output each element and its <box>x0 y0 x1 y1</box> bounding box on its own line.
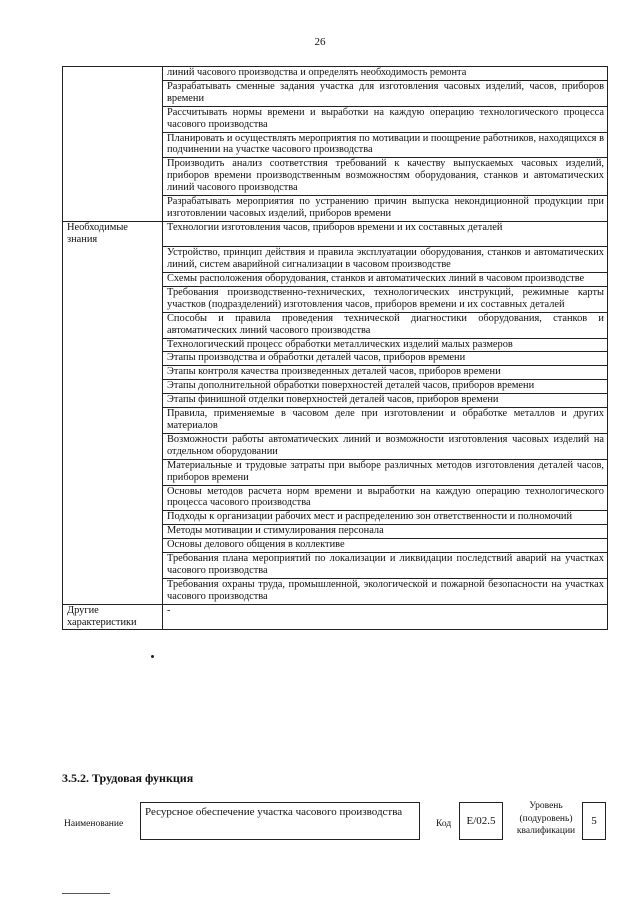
name-label: Наименование <box>64 819 124 829</box>
row-text-cell: Этапы контроля качества произведенных деталей часов, приборов времени <box>163 366 608 380</box>
row-category-label: Другие характеристики <box>67 604 137 628</box>
table-row <box>63 312 608 338</box>
table-row <box>63 511 608 525</box>
row-text-cell: Планировать и осуществлять мероприятия по мотивации и поощрение работников, находящихся в подчинении на участке часового производства <box>163 132 608 158</box>
table-row <box>63 273 608 287</box>
row-text-cell: Производить анализ соответствия требований к качеству выпускаемых часовых изделий, приборов времени производственным возможностям оборудования, станков и автоматических линий часового производства <box>163 158 608 196</box>
table-row <box>63 286 608 312</box>
labor-function-header <box>62 802 608 850</box>
row-category-cell <box>63 394 163 408</box>
row-category-cell <box>63 511 163 525</box>
table-row <box>63 539 608 553</box>
row-text-cell: Разрабатывать сменные задания участка для изготовления часовых изделий, часов, приборов времени <box>163 80 608 106</box>
row-category-cell <box>63 247 163 273</box>
row-category-cell <box>63 539 163 553</box>
row-category-cell <box>63 604 163 630</box>
row-text-cell: Материальные и трудовые затраты при выборе различных методов изготовления деталей часов, приборов времени <box>163 459 608 485</box>
table-row <box>63 196 608 222</box>
qualification-level-label: Уровень (подуровень) квалификации <box>516 801 576 836</box>
row-category-cell <box>63 408 163 434</box>
row-category-cell <box>63 553 163 579</box>
row-text-cell: Рассчитывать нормы времени и выработки на каждую операцию технологического процесса часового производства <box>163 106 608 132</box>
row-category-cell <box>63 380 163 394</box>
row-text-cell: Схемы расположения оборудования, станков и автоматических линий в часовом производстве <box>163 273 608 287</box>
table-row <box>63 106 608 132</box>
row-text-cell: Методы мотивации и стимулирования персонала <box>163 525 608 539</box>
row-category-cell <box>63 352 163 366</box>
table-row <box>63 67 608 81</box>
row-text-cell: Требования плана мероприятий по локализации и ликвидации последствий аварий на участках часового производства <box>163 553 608 579</box>
footer-rule <box>62 893 110 894</box>
row-category-cell <box>63 525 163 539</box>
function-code-field: E/02.5 <box>459 802 503 840</box>
table-row <box>63 433 608 459</box>
row-category-cell <box>63 132 163 158</box>
row-category-cell <box>63 67 163 81</box>
section-title: 3.5.2. Трудовая функция <box>62 771 194 785</box>
row-category-cell <box>63 578 163 604</box>
table-row <box>63 132 608 158</box>
row-category-cell <box>63 221 163 246</box>
table-row <box>63 604 608 630</box>
code-label: Код <box>436 819 452 829</box>
table-row <box>63 380 608 394</box>
row-category-cell <box>63 485 163 511</box>
row-text-cell: Технологии изготовления часов, приборов времени и их составных деталей <box>163 221 608 246</box>
table-row <box>63 408 608 434</box>
row-category-cell <box>63 80 163 106</box>
table-row <box>63 352 608 366</box>
requirements-table-body <box>63 67 608 630</box>
qualification-level-field: 5 <box>582 802 606 840</box>
row-text-cell: Устройство, принцип действия и правила эксплуатации оборудования, станков и автоматических линий, систем аварийной сигнализации в часовом производстве <box>163 247 608 273</box>
row-text-cell: Основы делового общения в коллективе <box>163 539 608 553</box>
row-text-cell: Разрабатывать мероприятия по устранению причин выпуска некондиционной продукции при изготовлении часовых изделий, приборов времени <box>163 196 608 222</box>
table-row <box>63 221 608 246</box>
table-row <box>63 394 608 408</box>
row-text-cell: Требования производственно-технических, технологических инструкций, режимные карты участков (подразделений) изготовления часов, приборов времени и их составных деталей <box>163 286 608 312</box>
row-category-cell <box>63 338 163 352</box>
row-category-cell <box>63 459 163 485</box>
row-category-cell <box>63 433 163 459</box>
row-category-cell <box>63 158 163 196</box>
table-row <box>63 485 608 511</box>
table-row <box>63 158 608 196</box>
stray-dot-mark <box>151 655 154 658</box>
table-row <box>63 578 608 604</box>
row-text-cell: Основы методов расчета норм времени и выработки на каждую операцию технологического процесса часового производства <box>163 485 608 511</box>
table-row <box>63 338 608 352</box>
row-text-cell: Требования охраны труда, промышленной, экологической и пожарной безопасности на участках часового производства <box>163 578 608 604</box>
table-row <box>63 366 608 380</box>
row-text-cell: Этапы дополнительной обработки поверхностей деталей часов, приборов времени <box>163 380 608 394</box>
row-category-cell <box>63 286 163 312</box>
table-row <box>63 247 608 273</box>
row-category-cell <box>63 273 163 287</box>
row-text-cell: Способы и правила проведения технической диагностики оборудования, станков и автоматических линий часового производства <box>163 312 608 338</box>
row-text-cell: Этапы производства и обработки деталей часов, приборов времени <box>163 352 608 366</box>
table-row <box>63 553 608 579</box>
requirements-table <box>62 66 608 630</box>
row-text-cell: Возможности работы автоматических линий и возможности изготовления часовых изделий на отдельном оборудовании <box>163 433 608 459</box>
row-category-cell <box>63 312 163 338</box>
row-text-cell: Подходы к организации рабочих мест и распределению зон ответственности и полномочий <box>163 511 608 525</box>
row-text-cell: линий часового производства и определять необходимость ремонта <box>163 67 608 81</box>
row-text-cell: Правила, применяемые в часовом деле при изготовлении и обработке металлов и других материалов <box>163 408 608 434</box>
function-name-field: Ресурсное обеспечение участка часового производства <box>140 802 420 840</box>
row-category-cell <box>63 106 163 132</box>
table-row <box>63 459 608 485</box>
row-category-label: Необходимые знания <box>67 221 128 245</box>
row-category-cell <box>63 366 163 380</box>
row-text-cell: - <box>163 604 608 630</box>
row-category-cell <box>63 196 163 222</box>
row-text-cell: Технологический процесс обработки металлических изделий малых размеров <box>163 338 608 352</box>
table-row <box>63 80 608 106</box>
page-number: 26 <box>314 36 326 48</box>
table-row <box>63 525 608 539</box>
row-text-cell: Этапы финишной отделки поверхностей деталей часов, приборов времени <box>163 394 608 408</box>
